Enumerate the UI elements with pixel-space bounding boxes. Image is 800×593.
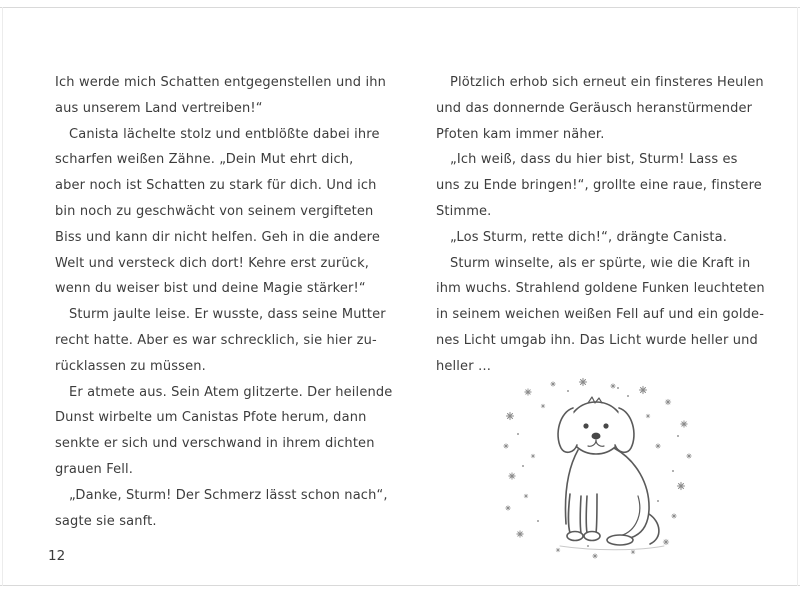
text-line: „Danke, Sturm! Der Schmerz lässt schon nach“, [69,487,388,503]
scan-edge-right [797,7,798,586]
right-page [436,70,770,380]
left-page [55,70,393,534]
text-line: bin noch zu geschwächt von seinem vergifteten [55,203,374,219]
text-line: grauen Fell. [55,461,134,477]
text-line: „Los Sturm, rette dich!“, drängte Canista. [450,229,728,245]
scan-edge-bottom [0,585,800,586]
text-line: und das donnernde Geräusch heranstürmender [436,100,753,116]
text-line: Er atmete aus. Sein Atem glitzerte. Der heilende [69,384,393,400]
text-line: aus unserem Land vertreiben!“ [55,100,263,116]
text-line: Plötzlich erhob sich erneut ein finsteres Heulen [450,75,764,90]
puppy-sketch [558,397,664,550]
text-line: rücklassen zu müssen. [55,358,206,374]
text-line: Sturm winselte, als er spürte, wie die Kraft in [450,255,751,271]
text-line: wenn du weiser bist und deine Magie stärker!“ [55,281,366,297]
text-line: Pfoten kam immer näher. [436,126,605,142]
text-line: Dunst wirbelte um Canistas Pfote herum, dann [55,410,367,426]
text-line: nes Licht umgab ihn. Das Licht wurde heller und [436,332,758,348]
text-line: Canista lächelte stolz und entblößte dabei ihre [69,126,380,142]
text-line: Welt und versteck dich dort! Kehre erst zurück, [55,255,370,271]
text-line: recht hatte. Aber es war schrecklich, sie hier zu- [55,332,377,348]
text-line: scharfen weißen Zähne. „Dein Mut ehrt dich, [55,152,354,168]
puppy-illustration [496,376,700,566]
text-line: senkte er sich und verschwand in ihrem dichten [55,436,375,452]
text-line: Sturm jaulte leise. Er wusste, dass seine Mutter [69,307,386,323]
text-line: „Ich weiß, dass du hier bist, Sturm! Lass es [450,152,738,168]
text-line: aber noch ist Schatten zu stark für dich. Und ich [55,178,377,194]
text-line: Ich werde mich Schatten entgegenstellen und ihn [55,75,386,90]
text-line: Stimme. [436,203,492,219]
text-line: heller … [436,358,492,374]
text-line: in seinem weichen weißen Fell auf und ein golde- [436,307,765,323]
text-line: Biss und kann dir nicht helfen. Geh in die andere [55,229,380,245]
text-line: sagte sie sanft. [55,513,157,529]
puppy-with-sparkles-icon [496,376,700,566]
page-number: 12 [48,548,66,564]
scan-edge-top [0,7,800,8]
scan-edge-left [2,7,3,586]
text-line: uns zu Ende bringen!“, grollte eine raue, finstere [436,178,762,194]
text-line: ihm wuchs. Strahlend goldene Funken leuchteten [436,281,765,297]
